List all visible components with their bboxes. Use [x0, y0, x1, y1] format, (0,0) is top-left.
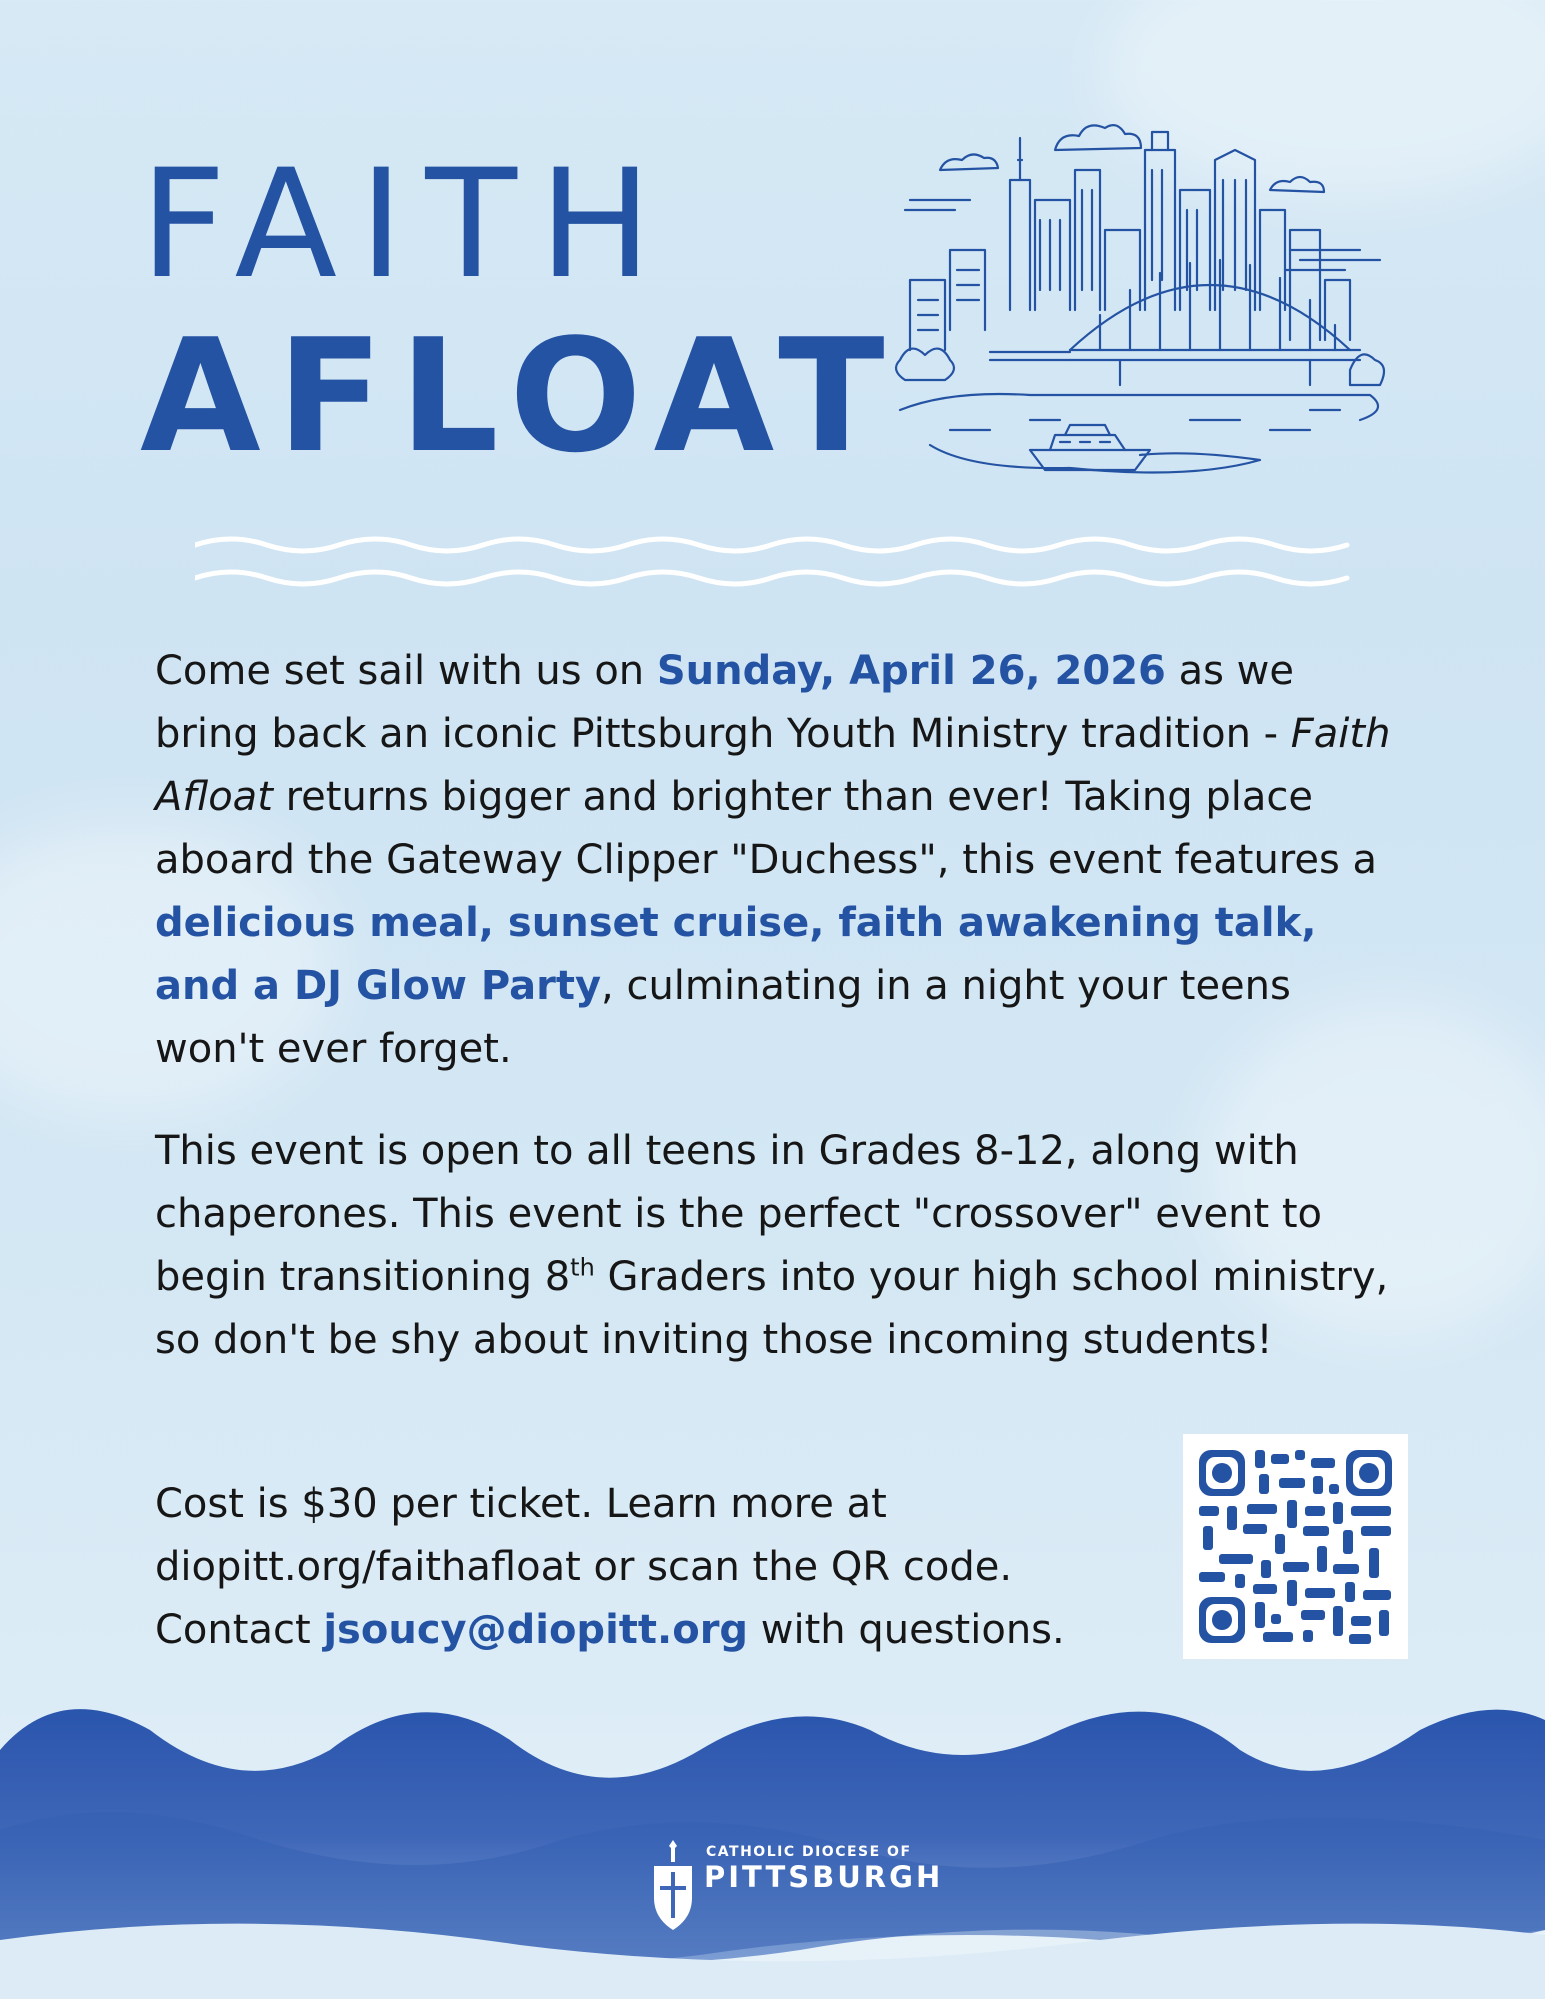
logo-subtitle: CATHOLIC DIOCESE OF [706, 1844, 912, 1860]
qr-code[interactable] [1183, 1434, 1408, 1659]
contact-email-link[interactable]: jsoucy@diopitt.org [323, 1607, 749, 1653]
cost-contact-paragraph [155, 1473, 1145, 1662]
cost-line: Cost is $30 per ticket. Learn more at [155, 1481, 887, 1527]
eligibility-paragraph [155, 1120, 1395, 1372]
text-run: Come set sail with us on [155, 648, 657, 694]
ordinal-suffix: th [570, 1253, 595, 1282]
text-run: , culminating in a night your teens won't ever forget. [155, 963, 1291, 1072]
decorative-wave-lines [195, 530, 1350, 595]
logo-title: PITTSBURGH [704, 1860, 944, 1894]
text-run: with questions. [748, 1607, 1065, 1653]
diocese-logo [646, 1838, 944, 1933]
event-features: delicious meal, sunset cruise, faith awakening talk, and a DJ Glow Party [155, 900, 1317, 1009]
event-date: Sunday, April 26, 2026 [656, 648, 1166, 694]
text-run: as we bring back an iconic Pittsburgh Youth Ministry tradition - [155, 648, 1294, 757]
event-name-italic: Faith Afloat [155, 711, 1391, 820]
shield-icon [646, 1838, 700, 1933]
event-description [155, 640, 1395, 1081]
title-line-afloat: AFLOAT [140, 305, 901, 487]
text-run: This event is open to all teens in Grades 8-12, along with chaperones. This event is the perfect "crossover" event to begin transitioning 8 [155, 1128, 1322, 1300]
website-line[interactable]: diopitt.org/faithafloat or scan the QR code. [155, 1544, 1013, 1590]
title-line-faith: FAITH [140, 138, 674, 312]
text-run: returns bigger and brighter than ever! Taking place aboard the Gateway Clipper "Duchess", this event features a [155, 774, 1378, 883]
text-run: Graders into your high school ministry, so don't be shy about inviting those incoming students! [155, 1254, 1389, 1363]
pittsburgh-skyline-illustration [890, 110, 1400, 490]
text-run: Contact [155, 1607, 324, 1653]
